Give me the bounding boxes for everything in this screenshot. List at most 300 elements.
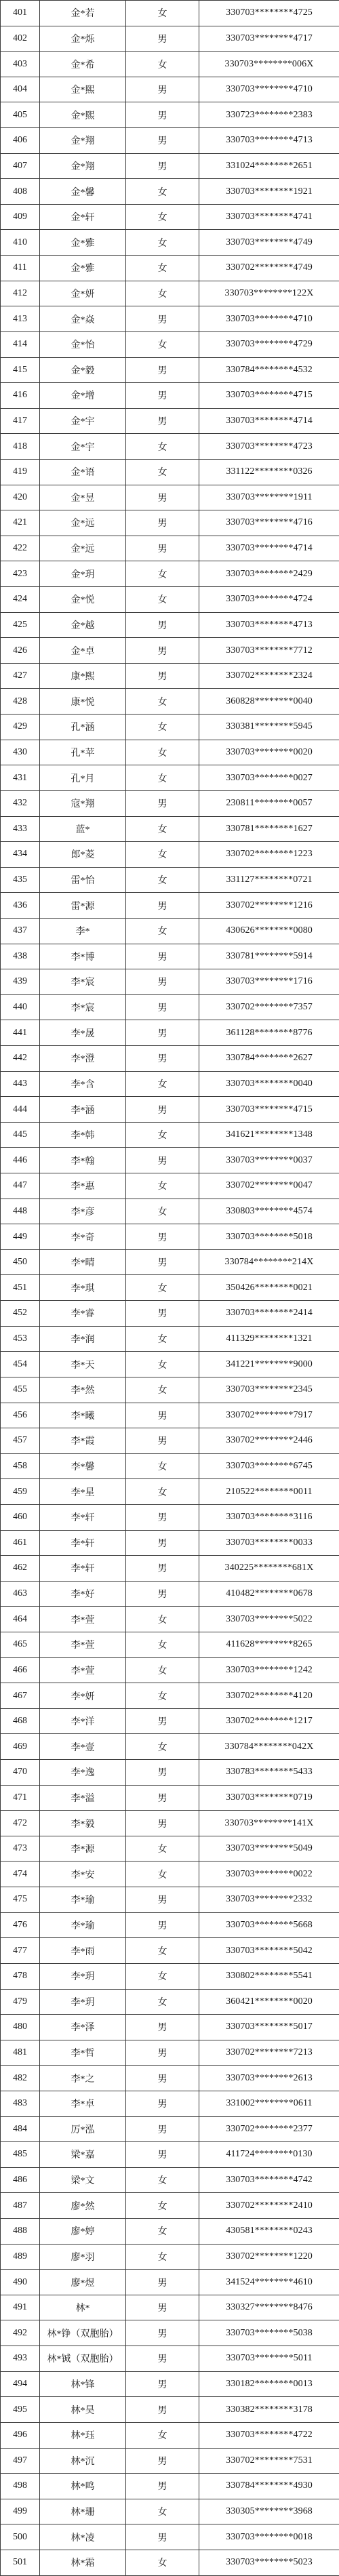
gender: 男 bbox=[126, 790, 199, 816]
row-number: 474 bbox=[1, 1861, 40, 1887]
student-name: 金*昱 bbox=[40, 485, 126, 510]
gender: 男 bbox=[126, 1760, 199, 1786]
student-name: 李*霞 bbox=[40, 1428, 126, 1454]
gender: 男 bbox=[126, 1504, 199, 1530]
row-number: 480 bbox=[1, 2015, 40, 2040]
row-number: 433 bbox=[1, 816, 40, 842]
id-number: 330381********5945 bbox=[199, 715, 339, 740]
table-row bbox=[1, 306, 339, 332]
gender: 女 bbox=[126, 1071, 199, 1097]
id-number: 330703********141X bbox=[199, 1811, 339, 1836]
student-name: 金*翔 bbox=[40, 153, 126, 179]
student-name: 李*奇 bbox=[40, 1224, 126, 1250]
row-number: 414 bbox=[1, 331, 40, 357]
gender: 男 bbox=[126, 383, 199, 409]
table-row bbox=[1, 1301, 339, 1327]
gender: 男 bbox=[126, 2397, 199, 2423]
gender: 男 bbox=[126, 2346, 199, 2372]
id-number: 330702********7531 bbox=[199, 2448, 339, 2474]
student-name: 廖*煜 bbox=[40, 2270, 126, 2295]
row-number: 452 bbox=[1, 1301, 40, 1327]
student-name: 金*馨 bbox=[40, 179, 126, 205]
student-name: 李*惠 bbox=[40, 1173, 126, 1199]
gender: 男 bbox=[126, 1811, 199, 1836]
table-row bbox=[1, 561, 339, 587]
table-row bbox=[1, 765, 339, 791]
gender: 女 bbox=[126, 561, 199, 587]
gender: 男 bbox=[126, 893, 199, 919]
student-name: 李*馨 bbox=[40, 1453, 126, 1479]
id-number: 330702********7357 bbox=[199, 994, 339, 1020]
gender: 女 bbox=[126, 1734, 199, 1760]
gender: 男 bbox=[126, 26, 199, 52]
student-name: 李*涵 bbox=[40, 1097, 126, 1123]
id-number: 330703********5017 bbox=[199, 2015, 339, 2040]
table-row bbox=[1, 715, 339, 740]
row-number: 472 bbox=[1, 1811, 40, 1836]
row-number: 424 bbox=[1, 587, 40, 613]
gender: 女 bbox=[126, 331, 199, 357]
gender: 女 bbox=[126, 1199, 199, 1224]
gender: 男 bbox=[126, 1708, 199, 1734]
row-number: 448 bbox=[1, 1199, 40, 1224]
table-row bbox=[1, 434, 339, 460]
id-number: 330703********0037 bbox=[199, 1148, 339, 1173]
row-number: 457 bbox=[1, 1428, 40, 1454]
table-row bbox=[1, 1352, 339, 1377]
student-name: 李*泽 bbox=[40, 2015, 126, 2040]
gender: 女 bbox=[126, 2550, 199, 2575]
id-number: 331002********0611 bbox=[199, 2091, 339, 2116]
id-number: 330703********0022 bbox=[199, 1861, 339, 1887]
row-number: 488 bbox=[1, 2219, 40, 2245]
id-number: 360828********0040 bbox=[199, 689, 339, 715]
student-name: 李*天 bbox=[40, 1352, 126, 1377]
id-number: 330781********1627 bbox=[199, 816, 339, 842]
gender: 女 bbox=[126, 689, 199, 715]
id-number: 411724********0130 bbox=[199, 2142, 339, 2168]
row-number: 499 bbox=[1, 2499, 40, 2524]
id-number: 330703********0040 bbox=[199, 1071, 339, 1097]
row-number: 420 bbox=[1, 485, 40, 510]
table-row bbox=[1, 893, 339, 919]
row-number: 441 bbox=[1, 1020, 40, 1046]
student-name: 金*若 bbox=[40, 1, 126, 26]
table-row bbox=[1, 2040, 339, 2066]
row-number: 469 bbox=[1, 1734, 40, 1760]
gender: 男 bbox=[126, 2524, 199, 2550]
table-row bbox=[1, 2270, 339, 2295]
table-row bbox=[1, 26, 339, 52]
gender: 女 bbox=[126, 918, 199, 944]
id-number: 330703********5022 bbox=[199, 1607, 339, 1632]
student-name: 林*锋 bbox=[40, 2371, 126, 2397]
table-row bbox=[1, 1708, 339, 1734]
student-name: 金*语 bbox=[40, 459, 126, 485]
table-row bbox=[1, 357, 339, 383]
row-number: 464 bbox=[1, 1607, 40, 1632]
gender: 女 bbox=[126, 52, 199, 77]
table-row bbox=[1, 867, 339, 893]
table-row bbox=[1, 1861, 339, 1887]
student-name: 李*溢 bbox=[40, 1785, 126, 1811]
gender: 女 bbox=[126, 1173, 199, 1199]
student-name: 金*宇 bbox=[40, 434, 126, 460]
row-number: 481 bbox=[1, 2040, 40, 2066]
table-row bbox=[1, 969, 339, 995]
student-name: 金*雅 bbox=[40, 230, 126, 256]
row-number: 484 bbox=[1, 2116, 40, 2142]
gender: 女 bbox=[126, 1657, 199, 1683]
student-name: 林*铖（双胞胎） bbox=[40, 2346, 126, 2372]
id-number: 330703********5049 bbox=[199, 1836, 339, 1861]
id-number: 330703********5038 bbox=[199, 2320, 339, 2346]
gender: 男 bbox=[126, 1887, 199, 1913]
id-number: 330702********1220 bbox=[199, 2244, 339, 2270]
id-number: 330783********5433 bbox=[199, 1760, 339, 1786]
id-number: 330703********2414 bbox=[199, 1301, 339, 1327]
table-row bbox=[1, 179, 339, 205]
row-number: 455 bbox=[1, 1377, 40, 1403]
id-number: 330182********0013 bbox=[199, 2371, 339, 2397]
table-row bbox=[1, 2116, 339, 2142]
row-number: 466 bbox=[1, 1657, 40, 1683]
student-name: 金*妍 bbox=[40, 281, 126, 306]
gender: 男 bbox=[126, 1785, 199, 1811]
student-name: 金*翔 bbox=[40, 128, 126, 154]
table-row bbox=[1, 2320, 339, 2346]
student-name: 李*星 bbox=[40, 1479, 126, 1505]
student-name: 李*轩 bbox=[40, 1504, 126, 1530]
row-number: 445 bbox=[1, 1122, 40, 1148]
student-name: 李*润 bbox=[40, 1326, 126, 1352]
gender: 男 bbox=[126, 2448, 199, 2474]
gender: 男 bbox=[126, 2091, 199, 2116]
student-name: 孔*月 bbox=[40, 765, 126, 791]
row-number: 418 bbox=[1, 434, 40, 460]
table-row bbox=[1, 2346, 339, 2372]
id-number: 330703********4723 bbox=[199, 434, 339, 460]
row-number: 412 bbox=[1, 281, 40, 306]
row-number: 486 bbox=[1, 2167, 40, 2193]
gender: 男 bbox=[126, 2116, 199, 2142]
table-row bbox=[1, 842, 339, 868]
table-row bbox=[1, 790, 339, 816]
row-number: 456 bbox=[1, 1403, 40, 1428]
student-name: 林*凌 bbox=[40, 2524, 126, 2550]
student-name: 林*霜 bbox=[40, 2550, 126, 2575]
student-name: 金*悦 bbox=[40, 587, 126, 613]
table-row bbox=[1, 2015, 339, 2040]
table-row bbox=[1, 663, 339, 689]
row-number: 462 bbox=[1, 1556, 40, 1582]
table-row bbox=[1, 638, 339, 664]
row-number: 431 bbox=[1, 765, 40, 791]
table-row bbox=[1, 1199, 339, 1224]
row-number: 459 bbox=[1, 1479, 40, 1505]
student-name: 李*瑜 bbox=[40, 1887, 126, 1913]
table-row bbox=[1, 1020, 339, 1046]
student-name: 金*玥 bbox=[40, 561, 126, 587]
table-row bbox=[1, 740, 339, 765]
gender: 女 bbox=[126, 765, 199, 791]
gender: 男 bbox=[126, 1097, 199, 1123]
student-name: 金*宇 bbox=[40, 408, 126, 434]
row-number: 421 bbox=[1, 510, 40, 536]
gender: 女 bbox=[126, 1632, 199, 1658]
table-row bbox=[1, 612, 339, 638]
row-number: 460 bbox=[1, 1504, 40, 1530]
table-row bbox=[1, 383, 339, 409]
table-row bbox=[1, 1275, 339, 1301]
id-number: 330703********5023 bbox=[199, 2550, 339, 2575]
table-row bbox=[1, 1887, 339, 1913]
id-number: 330703********5668 bbox=[199, 1912, 339, 1938]
table-row bbox=[1, 1224, 339, 1250]
row-number: 487 bbox=[1, 2193, 40, 2219]
student-name: 李*源 bbox=[40, 1836, 126, 1861]
row-number: 419 bbox=[1, 459, 40, 485]
student-name: 李*睿 bbox=[40, 1301, 126, 1327]
id-number: 330703********0018 bbox=[199, 2524, 339, 2550]
table-row bbox=[1, 2295, 339, 2320]
id-number: 330702********7917 bbox=[199, 1403, 339, 1428]
table-row bbox=[1, 2422, 339, 2448]
table-row bbox=[1, 485, 339, 510]
table-row bbox=[1, 1045, 339, 1071]
table-row bbox=[1, 1912, 339, 1938]
row-number: 491 bbox=[1, 2295, 40, 2320]
student-name: 金*越 bbox=[40, 612, 126, 638]
student-name: 廖*婷 bbox=[40, 2219, 126, 2245]
student-name: 李*雨 bbox=[40, 1938, 126, 1964]
gender: 男 bbox=[126, 1301, 199, 1327]
row-number: 422 bbox=[1, 536, 40, 561]
table-row bbox=[1, 1148, 339, 1173]
table-row bbox=[1, 281, 339, 306]
student-name: 金*毅 bbox=[40, 357, 126, 383]
id-number: 330703********4713 bbox=[199, 128, 339, 154]
id-number: 330703********4715 bbox=[199, 1097, 339, 1123]
table-row bbox=[1, 230, 339, 256]
table-row bbox=[1, 2167, 339, 2193]
row-number: 490 bbox=[1, 2270, 40, 2295]
gender: 女 bbox=[126, 842, 199, 868]
table-row bbox=[1, 587, 339, 613]
gender: 男 bbox=[126, 994, 199, 1020]
student-name: 康*悦 bbox=[40, 689, 126, 715]
table-row bbox=[1, 408, 339, 434]
id-number: 330702********2410 bbox=[199, 2193, 339, 2219]
student-name: 李*曦 bbox=[40, 1403, 126, 1428]
table-row bbox=[1, 1734, 339, 1760]
student-name: 郎*菱 bbox=[40, 842, 126, 868]
id-number: 330702********1223 bbox=[199, 842, 339, 868]
id-number: 330703********1716 bbox=[199, 969, 339, 995]
student-name: 李*玥 bbox=[40, 1989, 126, 2015]
table-row bbox=[1, 1811, 339, 1836]
id-number: 330703********1921 bbox=[199, 179, 339, 205]
id-number: 330702********2377 bbox=[199, 2116, 339, 2142]
id-number: 330784********042X bbox=[199, 1734, 339, 1760]
student-name: 寇*翔 bbox=[40, 790, 126, 816]
table-row bbox=[1, 1760, 339, 1786]
row-number: 498 bbox=[1, 2474, 40, 2499]
id-number: 330723********2383 bbox=[199, 102, 339, 128]
row-number: 443 bbox=[1, 1071, 40, 1097]
student-name: 金*烁 bbox=[40, 26, 126, 52]
gender: 女 bbox=[126, 1453, 199, 1479]
table-row bbox=[1, 1785, 339, 1811]
gender: 女 bbox=[126, 1963, 199, 1989]
id-number: 360421********0020 bbox=[199, 1989, 339, 2015]
row-number: 442 bbox=[1, 1045, 40, 1071]
id-number: 330702********7213 bbox=[199, 2040, 339, 2066]
table-row bbox=[1, 2474, 339, 2499]
student-name: 李*好 bbox=[40, 1581, 126, 1607]
table-row bbox=[1, 918, 339, 944]
table-row bbox=[1, 1, 339, 26]
row-number: 497 bbox=[1, 2448, 40, 2474]
id-number: 330703********2613 bbox=[199, 2066, 339, 2091]
id-number: 330703********4714 bbox=[199, 408, 339, 434]
student-name: 李* bbox=[40, 918, 126, 944]
student-name: 李*轩 bbox=[40, 1556, 126, 1582]
student-name: 金*轩 bbox=[40, 204, 126, 230]
id-number: 430581********0243 bbox=[199, 2219, 339, 2245]
gender: 男 bbox=[126, 638, 199, 664]
row-number: 440 bbox=[1, 994, 40, 1020]
id-number: 230811********0057 bbox=[199, 790, 339, 816]
student-name: 李*毅 bbox=[40, 1811, 126, 1836]
row-number: 492 bbox=[1, 2320, 40, 2346]
row-number: 450 bbox=[1, 1249, 40, 1275]
roster-body bbox=[1, 1, 339, 2576]
id-number: 330703********1911 bbox=[199, 485, 339, 510]
student-name: 李*韩 bbox=[40, 1122, 126, 1148]
gender: 男 bbox=[126, 128, 199, 154]
gender: 男 bbox=[126, 2040, 199, 2066]
row-number: 493 bbox=[1, 2346, 40, 2372]
table-row bbox=[1, 1581, 339, 1607]
table-row bbox=[1, 1173, 339, 1199]
table-row bbox=[1, 459, 339, 485]
gender: 女 bbox=[126, 2244, 199, 2270]
student-name: 李*萱 bbox=[40, 1607, 126, 1632]
row-number: 473 bbox=[1, 1836, 40, 1861]
table-row bbox=[1, 1530, 339, 1556]
student-name: 李*晴 bbox=[40, 1249, 126, 1275]
student-name: 林*铮（双胞胎） bbox=[40, 2320, 126, 2346]
gender: 男 bbox=[126, 1148, 199, 1173]
table-row bbox=[1, 1122, 339, 1148]
gender: 男 bbox=[126, 2474, 199, 2499]
row-number: 477 bbox=[1, 1938, 40, 1964]
gender: 女 bbox=[126, 1479, 199, 1505]
gender: 男 bbox=[126, 408, 199, 434]
row-number: 426 bbox=[1, 638, 40, 664]
id-number: 330703********4713 bbox=[199, 612, 339, 638]
student-name: 李*含 bbox=[40, 1071, 126, 1097]
gender: 男 bbox=[126, 1224, 199, 1250]
gender: 男 bbox=[126, 2142, 199, 2168]
gender: 女 bbox=[126, 1861, 199, 1887]
table-row bbox=[1, 77, 339, 102]
row-number: 479 bbox=[1, 1989, 40, 2015]
row-number: 446 bbox=[1, 1148, 40, 1173]
id-number: 341221********9000 bbox=[199, 1352, 339, 1377]
table-row bbox=[1, 1071, 339, 1097]
student-name: 李*玥 bbox=[40, 1963, 126, 1989]
gender: 男 bbox=[126, 102, 199, 128]
id-number: 210522********0011 bbox=[199, 1479, 339, 1505]
table-row bbox=[1, 536, 339, 561]
student-name: 李*彦 bbox=[40, 1199, 126, 1224]
table-row bbox=[1, 1657, 339, 1683]
table-row bbox=[1, 2091, 339, 2116]
gender: 男 bbox=[126, 1581, 199, 1607]
student-name: 李*壹 bbox=[40, 1734, 126, 1760]
gender: 男 bbox=[126, 944, 199, 969]
id-number: 330703********5011 bbox=[199, 2346, 339, 2372]
student-name: 林*沉 bbox=[40, 2448, 126, 2474]
row-number: 467 bbox=[1, 1683, 40, 1709]
gender: 男 bbox=[126, 77, 199, 102]
student-name: 孔*涵 bbox=[40, 715, 126, 740]
id-number: 330703********122X bbox=[199, 281, 339, 306]
id-number: 330703********4749 bbox=[199, 230, 339, 256]
id-number: 330382********3178 bbox=[199, 2397, 339, 2423]
gender: 男 bbox=[126, 485, 199, 510]
table-row bbox=[1, 994, 339, 1020]
student-name: 林*鸣 bbox=[40, 2474, 126, 2499]
student-name: 李*宸 bbox=[40, 969, 126, 995]
id-number: 330703********6745 bbox=[199, 1453, 339, 1479]
table-row bbox=[1, 1249, 339, 1275]
gender: 女 bbox=[126, 1683, 199, 1709]
row-number: 404 bbox=[1, 77, 40, 102]
table-row bbox=[1, 52, 339, 77]
row-number: 483 bbox=[1, 2091, 40, 2116]
row-number: 449 bbox=[1, 1224, 40, 1250]
table-row bbox=[1, 2550, 339, 2575]
row-number: 407 bbox=[1, 153, 40, 179]
row-number: 428 bbox=[1, 689, 40, 715]
id-number: 411329********1321 bbox=[199, 1326, 339, 1352]
student-name: 李*妍 bbox=[40, 1683, 126, 1709]
gender: 女 bbox=[126, 459, 199, 485]
row-number: 468 bbox=[1, 1708, 40, 1734]
id-number: 361128********8776 bbox=[199, 1020, 339, 1046]
student-name: 林*昊 bbox=[40, 2397, 126, 2423]
row-number: 494 bbox=[1, 2371, 40, 2397]
row-number: 439 bbox=[1, 969, 40, 995]
row-number: 447 bbox=[1, 1173, 40, 1199]
gender: 男 bbox=[126, 2270, 199, 2295]
gender: 女 bbox=[126, 587, 199, 613]
student-name: 李*之 bbox=[40, 2066, 126, 2091]
gender: 男 bbox=[126, 2371, 199, 2397]
row-number: 458 bbox=[1, 1453, 40, 1479]
gender: 男 bbox=[126, 536, 199, 561]
id-number: 330784********2627 bbox=[199, 1045, 339, 1071]
id-number: 330702********0047 bbox=[199, 1173, 339, 1199]
gender: 男 bbox=[126, 2295, 199, 2320]
id-number: 330784********214X bbox=[199, 1249, 339, 1275]
student-name: 雷*源 bbox=[40, 893, 126, 919]
student-name: 林*珊 bbox=[40, 2499, 126, 2524]
table-row bbox=[1, 1989, 339, 2015]
